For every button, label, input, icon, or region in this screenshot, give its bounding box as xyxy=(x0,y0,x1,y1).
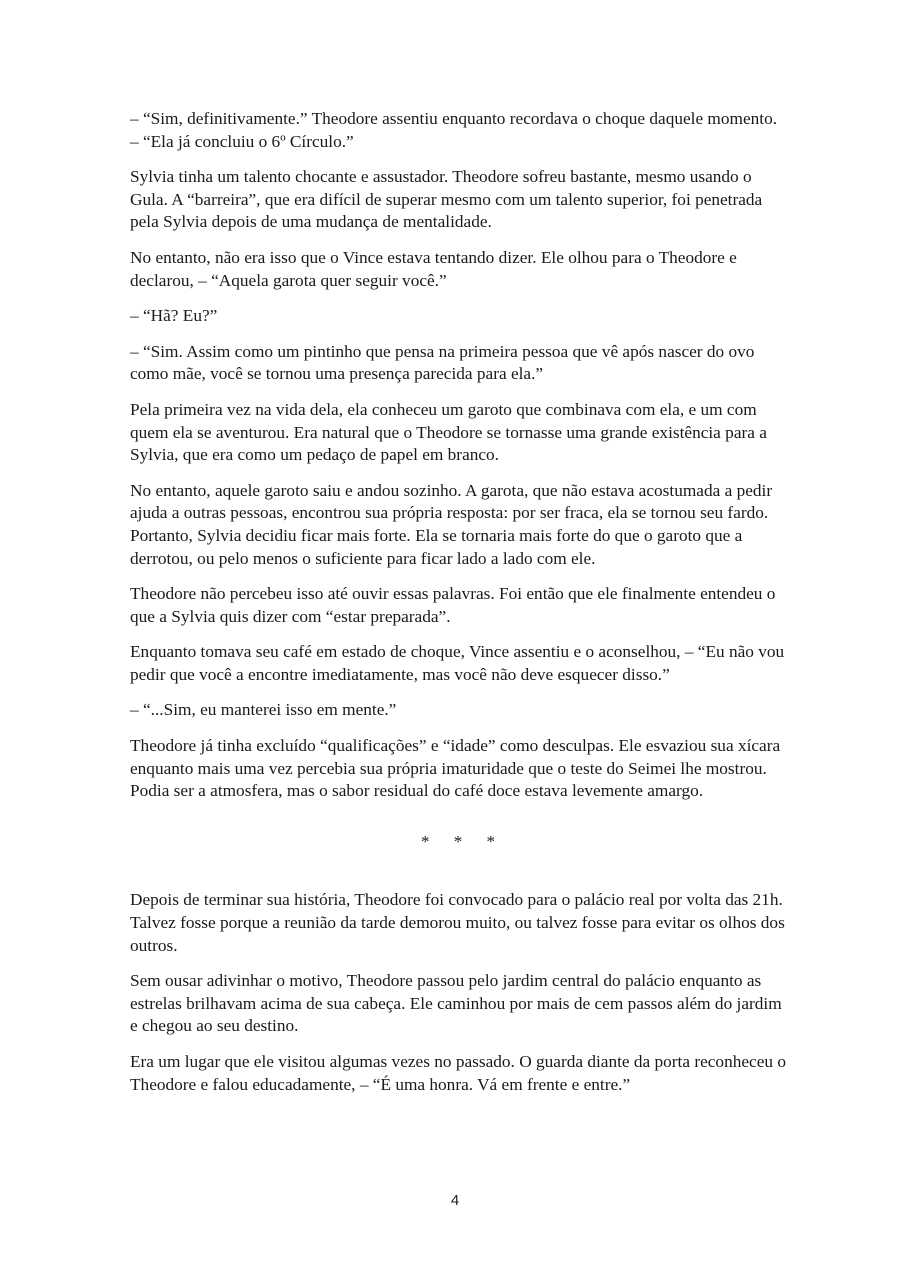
separator-asterisk: * xyxy=(421,831,430,851)
paragraph: Sem ousar adivinhar o motivo, Theodore passou pelo jardim central do palácio enquanto as estrelas brilhavam acima de sua cabeça. Ele caminhou por mais de cem passos além do jardim e chegou ao seu destino. xyxy=(130,971,782,1036)
paragraph: – “Sim. Assim como um pintinho que pensa na primeira pessoa que vê após nascer do ovo como mãe, você se tornou uma presença parecida para ela.” xyxy=(130,341,755,384)
paragraph: No entanto, não era isso que o Vince estava tentando dizer. Ele olhou para o Theodore e declarou, – “Aquela garota quer seguir você.” xyxy=(130,247,737,290)
separator-asterisk: * xyxy=(453,831,463,851)
document-body xyxy=(130,108,786,1109)
paragraph: – “Hã? Eu?” xyxy=(130,306,218,326)
paragraph: Theodore já tinha excluído “qualificações” e “idade” como desculpas. Ele esvaziou sua xícara enquanto mais uma vez percebia sua própria imaturidade que o teste do Seimei lhe mostrou. Podia ser a atmosfera, mas o sabor residual do café doce estava levemente amargo. xyxy=(130,736,781,801)
paragraph: No entanto, aquele garoto saiu e andou sozinho. A garota, que não estava acostumada a pedir ajuda a outras pessoas, encontrou sua própria resposta: por ser fraca, ela se tornou seu fardo. Portanto, Sylvia decidiu ficar mais forte. Ela se tornaria mais forte do que o garoto que a derrotou, ou pelo menos o suficiente para ficar lado a lado com ele. xyxy=(130,480,773,568)
paragraph: Enquanto tomava seu café em estado de choque, Vince assentiu e o aconselhou, – “Eu não vou pedir que você a encontre imediatamente, mas você não deve esquecer disso.” xyxy=(130,642,785,684)
scene-break-separator xyxy=(130,831,786,854)
paragraph: Sylvia tinha um talento chocante e assustador. Theodore sofreu bastante, mesmo usando o Gula. A “barreira”, que era difícil de superar mesmo com um talento superior, foi penetrada pela Sylvia depois de uma mudança de mentalidade. xyxy=(130,167,763,232)
paragraph: Theodore não percebeu isso até ouvir essas palavras. Foi então que ele finalmente entendeu o que a Sylvia quis dizer com “estar preparada”. xyxy=(130,584,776,626)
paragraph: Depois de terminar sua história, Theodore foi convocado para o palácio real por volta das 21h. Talvez fosse porque a reunião da tarde demorou muito, ou talvez fosse para evitar os olhos dos outros. xyxy=(130,890,785,955)
paragraph: – “...Sim, eu manterei isso em mente.” xyxy=(130,700,397,720)
page-number: 4 xyxy=(450,1192,460,1209)
paragraph: Era um lugar que ele visitou algumas vezes no passado. O guarda diante da porta reconheceu o Theodore e falou educadamente, – “É uma honra. Vá em frente e entre.” xyxy=(130,1052,786,1094)
separator-asterisk: * xyxy=(486,831,495,851)
paragraph: – “Sim, definitivamente.” Theodore assentiu enquanto recordava o choque daquele momento. – “Ela já concluiu o 6º Círculo.” xyxy=(130,109,778,151)
paragraph: Pela primeira vez na vida dela, ela conheceu um garoto que combinava com ela, e um com quem ela se aventurou. Era natural que o Theodore se tornasse uma grande existência para a Sylvia, que era como um pedaço de papel em branco. xyxy=(130,399,767,465)
